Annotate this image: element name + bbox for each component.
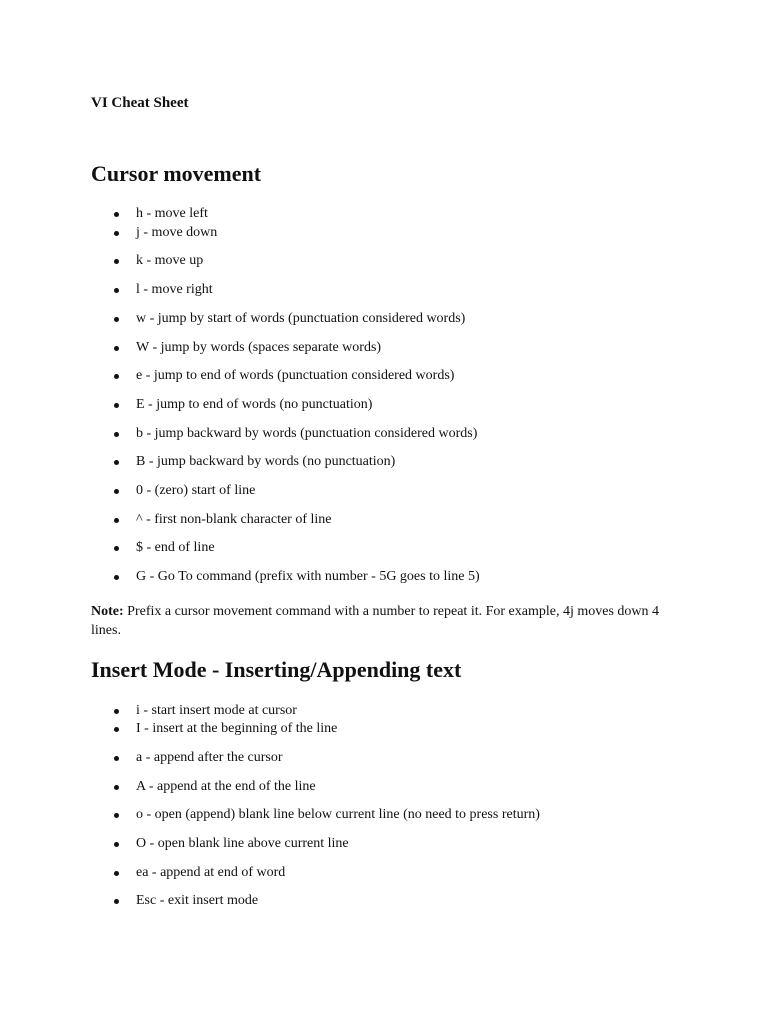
bullet-icon (114, 709, 119, 714)
bullet-icon (114, 518, 119, 523)
bullet-icon (114, 231, 119, 236)
bullet-icon (114, 460, 119, 465)
bullet-icon (114, 489, 119, 494)
bullet-icon (114, 871, 119, 876)
note-paragraph (91, 602, 671, 640)
note-label: Note: (91, 604, 124, 619)
bullet-icon (114, 813, 119, 818)
bullet-icon (114, 212, 119, 217)
document-title: VI Cheat Sheet (91, 95, 189, 111)
bullet-icon (114, 432, 119, 437)
bullet-icon (114, 403, 119, 408)
section-heading-insert-mode: Insert Mode - Inserting/Appending text (91, 657, 462, 682)
bullet-icon (114, 288, 119, 293)
bullet-icon (114, 842, 119, 847)
note-text: Prefix a cursor movement command with a number to repeat it. For example, 4j moves down 4 lines. (91, 604, 660, 638)
bullet-icon (114, 727, 119, 732)
bullet-icon (114, 899, 119, 904)
section-heading-cursor-movement: Cursor movement (91, 161, 262, 186)
bullet-icon (114, 259, 119, 264)
bullet-icon (114, 346, 119, 351)
bullet-icon (114, 546, 119, 551)
bullet-icon (114, 317, 119, 322)
bullet-icon (114, 785, 119, 790)
bullet-icon (114, 374, 119, 379)
bullet-icon (114, 756, 119, 761)
bullet-icon (114, 575, 119, 580)
